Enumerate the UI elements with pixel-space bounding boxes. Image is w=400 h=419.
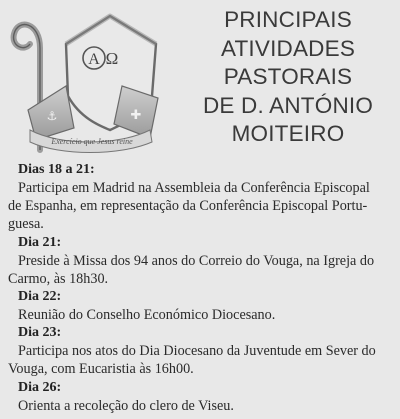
agenda-text-line: Reunião do Conselho Económico Diocesano. [18,307,276,324]
motto-text: Exercício que Jesus reine [51,137,133,146]
anchor-icon: ⚓ [46,109,58,123]
headline-line: PRINCIPAIS [224,7,352,32]
agenda-text-line: Preside à Missa dos 94 anos do Correio do Vouga, na Igreja do [18,252,375,269]
agenda-entry [8,161,394,234]
agenda-text-line: Participa em Madrid na Assembleia da Conferência Episcopal [18,180,370,196]
agenda-day: Dia 21: [18,234,62,250]
agenda-day: Dia 26: [18,379,62,395]
agenda-text-line: Orienta a recoleção do clero de Viseu. [18,397,234,414]
agenda-text-line: Vouga, com Eucaristia às 16h00. [8,361,194,378]
agenda-day: Dia 22: [18,289,62,305]
agenda-day: Dia 23: [18,325,62,341]
episcopal-coat-of-arms [0,0,175,153]
agenda-text-line: Carmo, às 18h30. [8,270,109,287]
alpha-glyph: A [88,51,100,68]
headline-line: MOITEIRO [231,121,345,146]
agenda-list [8,161,394,415]
headline-line: PASTORAIS [223,64,353,89]
agenda-day: Dias 18 a 21: [18,162,95,177]
cross-icon: ✚ [130,108,142,123]
agenda-text-line: de Espanha, em representação da Conferência Episcopal Portu- [8,198,368,215]
headline [183,6,393,149]
agenda-text-line: guesa. [8,216,44,233]
agenda-text-line: Participa nos atos do Dia Diocesano da Juventude em Sever do [18,343,376,360]
agenda-entry [8,324,394,378]
omega-glyph: Ω [105,49,119,68]
agenda-entry [8,379,394,415]
agenda-entry [8,234,394,288]
agenda-entry [8,288,394,324]
headline-line: ATIVIDADES [220,35,356,61]
headline-line: DE D. ANTÓNIO [202,92,374,118]
